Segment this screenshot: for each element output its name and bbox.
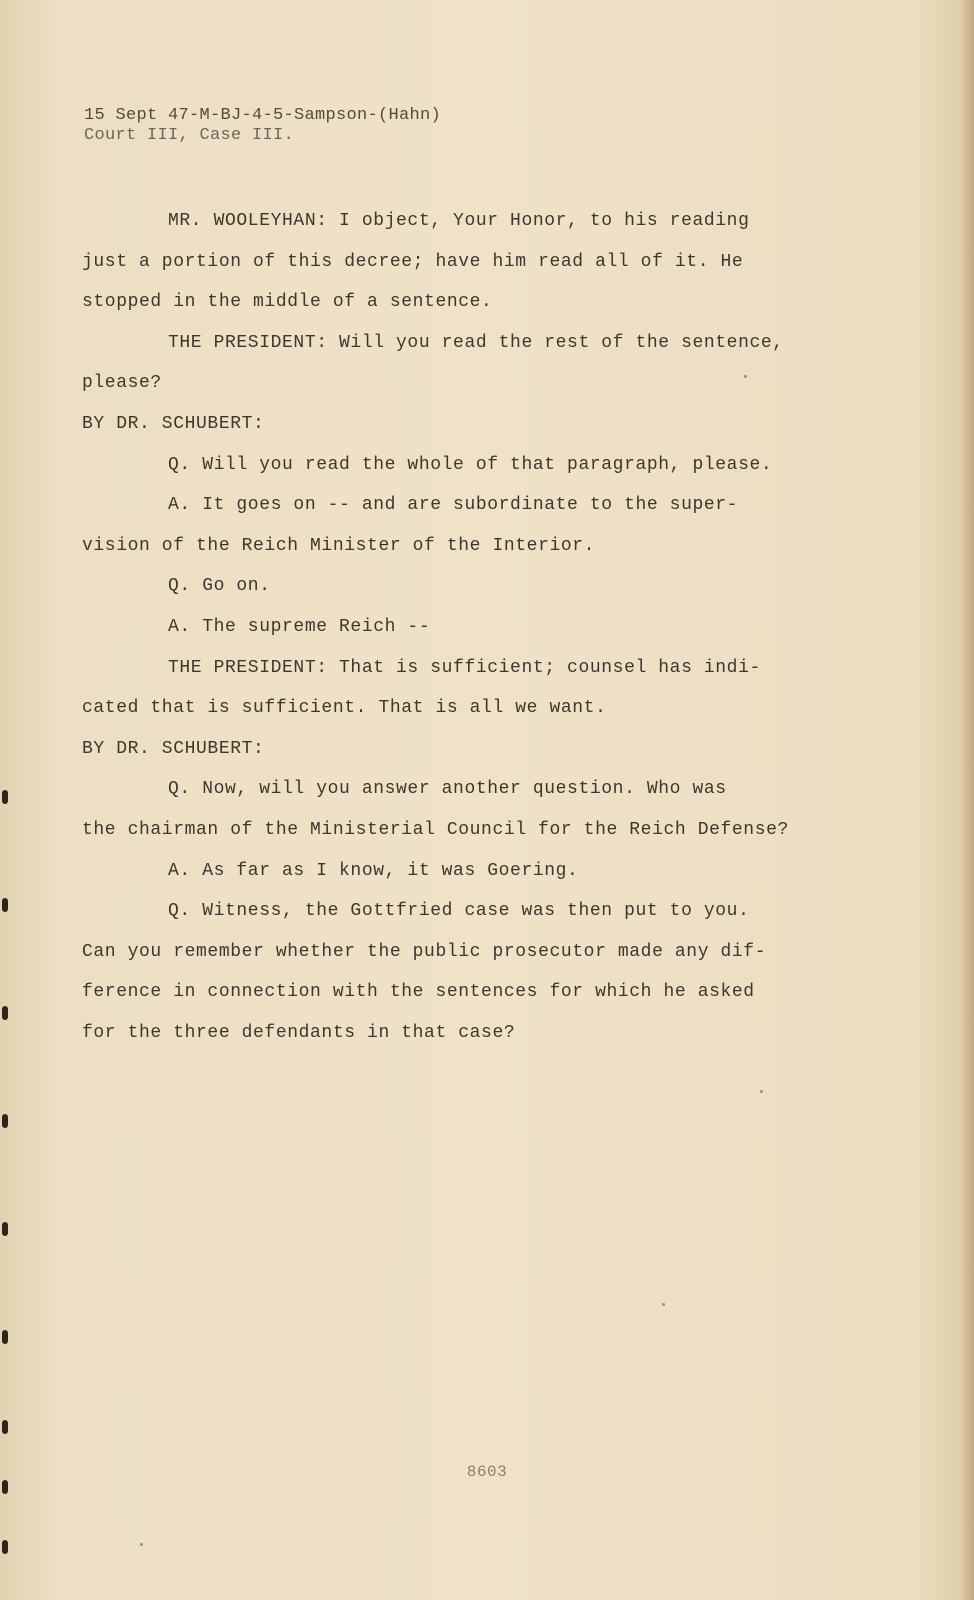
transcript-line: vision of the Reich Minister of the Interior. [82,535,596,556]
transcript-line: ference in connection with the sentences for which he asked [82,982,755,1003]
transcript-line: stopped in the middle of a sentence. [82,292,493,313]
transcript-line: A. The supreme Reich -- [168,616,431,637]
paper-speck [744,375,747,378]
document-header [84,106,441,146]
transcript-line: Q. Go on. [168,576,271,597]
header-line-court: Court III, Case III. [84,126,295,145]
page-number: 8603 [466,1463,508,1481]
transcript-line: THE PRESIDENT: Will you read the rest of the sentence, [168,332,784,353]
transcript-line: for the three defendants in that case? [82,1022,516,1043]
transcript-line: Q. Will you read the whole of that paragraph, please. [168,454,773,475]
transcript-line: Q. Now, will you answer another question. Who was [168,779,727,800]
transcript-line: just a portion of this decree; have him read all of it. He [82,251,744,272]
transcript-line: the chairman of the Ministerial Council for the Reich Defense? [82,819,789,840]
transcript-line: Can you remember whether the public prosecutor made any dif- [82,941,767,962]
paper-speck [140,1543,143,1546]
transcript-line: cated that is sufficient. That is all we want. [82,698,607,719]
paper-speck [760,1090,763,1093]
transcript-line: Q. Witness, the Gottfried case was then put to you. [168,901,750,922]
transcript-body [82,201,852,1053]
paper-speck [662,1303,665,1306]
transcript-line: A. It goes on -- and are subordinate to the super- [168,495,739,516]
transcript-line: A. As far as I know, it was Goering. [168,860,579,881]
transcript-line: BY DR. SCHUBERT: [82,413,265,434]
transcript-line: MR. WOOLEYHAN: I object, Your Honor, to his reading [168,211,750,231]
page-edge-shadow [960,0,974,1600]
transcript-line: THE PRESIDENT: That is sufficient; counsel has indi- [168,657,761,678]
transcript-line: BY DR. SCHUBERT: [82,738,265,759]
transcript-line: please? [82,373,162,394]
header-line-reference: 15 Sept 47-M-BJ-4-5-Sampson-(Hahn) [84,106,442,125]
